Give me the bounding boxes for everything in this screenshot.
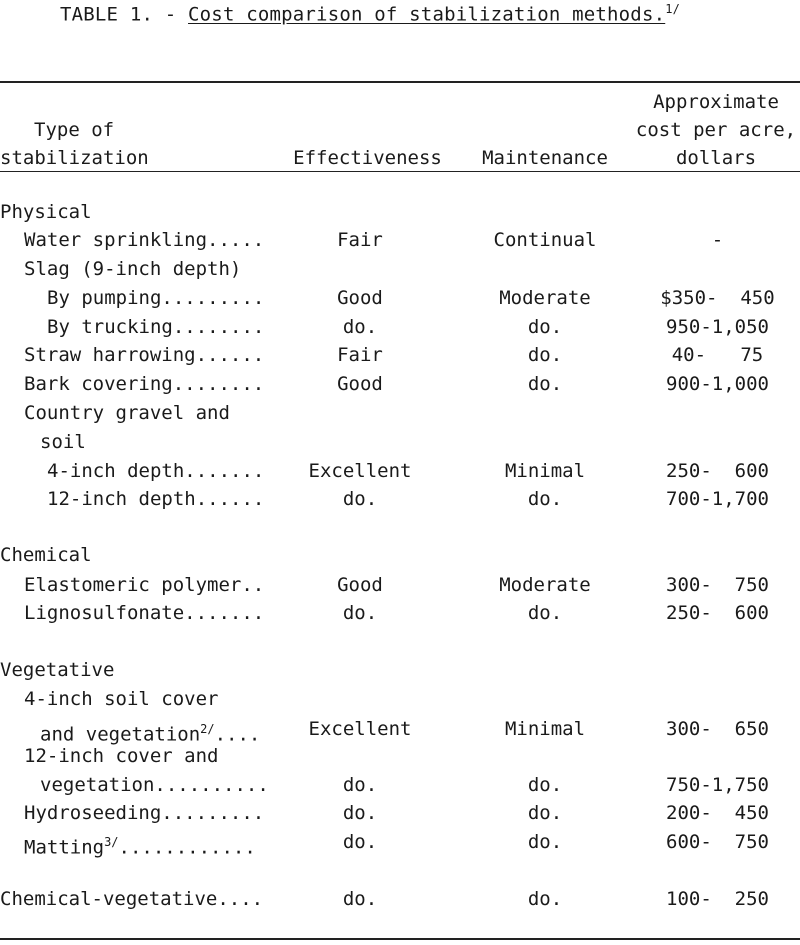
table-row [0,284,800,312]
header-type-line2: stabilization [0,147,149,169]
cost-cell: 200- 450 [666,802,769,824]
maintenance-cell: do. [527,802,563,824]
effectiveness-cell: do. [342,488,378,510]
section-chemical [0,541,800,569]
cost-cell: 750-1,750 [666,774,769,796]
row-label-text: Matting [24,836,105,859]
effectiveness-cell: Fair [337,344,383,366]
cost-cell: 950-1,050 [666,316,769,338]
row-label: Bark covering........ [24,373,265,395]
maintenance-cell: do. [527,373,563,395]
header-cost-line2: cost per acre, [635,119,797,141]
cost-cell: 900-1,000 [666,373,769,395]
top-rule [0,81,800,83]
table-row [0,742,800,770]
bottom-rule [0,938,800,940]
table-row [0,399,800,427]
effectiveness-cell: do. [342,831,378,853]
table-row [0,370,800,398]
row-label-leader: ............ [118,836,256,859]
row-label: Elastomeric polymer.. [24,574,265,596]
maintenance-cell: do. [527,344,563,366]
row-label: Lignosulfonate....... [24,602,265,624]
section-vegetative [0,656,800,684]
footnote-marker: 2/ [200,722,215,736]
cost-cell: 600- 750 [666,831,769,853]
table-row [0,828,800,859]
row-label [24,828,256,861]
maintenance-cell: Continual [493,229,597,251]
table-row [0,571,800,599]
maintenance-cell: Moderate [499,574,591,596]
table-row [0,599,800,627]
header-maintenance: Maintenance [482,147,608,169]
maintenance-cell: do. [527,831,563,853]
row-label: Chemical [0,544,92,566]
footnote-marker: 3/ [104,835,119,849]
title-text: Cost comparison of stabilization methods. [188,3,666,26]
table-row [0,715,800,746]
row-label: Country gravel and [24,402,230,424]
title-prefix: TABLE 1. - [60,3,189,26]
maintenance-cell: do. [527,316,563,338]
effectiveness-cell: do. [342,802,378,824]
cost-cell: 100- 250 [666,888,769,910]
effectiveness-cell: Excellent [308,718,412,740]
section-physical [0,198,800,226]
header-cost-line1: Approximate [653,91,779,113]
row-label: Straw harrowing...... [24,344,265,366]
effectiveness-cell: do. [342,888,378,910]
row-label: 12-inch depth...... [47,488,265,510]
header-type-of-stabilization [0,119,170,172]
row-label: Vegetative [0,659,115,681]
row-label: 12-inch cover and [24,745,219,767]
cost-cell: 300- 650 [666,718,769,740]
row-label-leader: .... [214,723,261,746]
maintenance-cell: Moderate [499,287,591,309]
table-title [60,2,680,25]
header-effectiveness: Effectiveness [293,147,442,169]
row-label: vegetation.......... [40,774,269,796]
row-label: By trucking........ [47,316,265,338]
cost-cell: - [711,229,724,251]
effectiveness-cell: do. [342,774,378,796]
effectiveness-cell: Good [337,574,383,596]
cost-cell: $350- 450 [660,287,775,309]
table-row [0,313,800,341]
maintenance-cell: do. [527,888,563,910]
maintenance-cell: Minimal [504,460,586,482]
header-rule [0,171,800,172]
table-row [0,685,800,713]
table-row [0,428,800,456]
cost-cell: 300- 750 [666,574,769,596]
table-row [0,485,800,513]
table-row [0,771,800,799]
effectiveness-cell: do. [342,316,378,338]
row-label: 4-inch depth....... [47,460,265,482]
row-label-text: and vegetation [40,723,201,746]
row-label: Slag (9-inch depth) [24,258,242,280]
cost-cell: 250- 600 [666,602,769,624]
table-row [0,885,800,913]
row-label: soil [40,431,86,453]
header-type-line1: Type of [34,119,115,141]
row-label: Physical [0,201,92,223]
row-label: Chemical-vegetative.... [0,888,264,910]
cost-cell: 250- 600 [666,460,769,482]
title-footnote: 1/ [665,2,681,16]
cost-cell: 40- 75 [671,344,764,366]
table-row [0,799,800,827]
table-row [0,226,800,254]
maintenance-cell: Minimal [504,718,586,740]
maintenance-cell: do. [527,602,563,624]
effectiveness-cell: Good [337,287,383,309]
effectiveness-cell: Excellent [308,460,412,482]
effectiveness-cell: Good [337,373,383,395]
table-row [0,255,800,283]
row-label: By pumping......... [47,287,265,309]
row-label: Water sprinkling..... [24,229,265,251]
cost-cell: 700-1,700 [666,488,769,510]
row-label: 4-inch soil cover [24,688,219,710]
header-cost-line3: dollars [675,147,757,169]
header-cost [632,88,800,172]
table-row [0,457,800,485]
row-label: Hydroseeding......... [24,802,265,824]
table-row [0,341,800,369]
effectiveness-cell: do. [342,602,378,624]
maintenance-cell: do. [527,774,563,796]
maintenance-cell: do. [527,488,563,510]
effectiveness-cell: Fair [337,229,383,251]
